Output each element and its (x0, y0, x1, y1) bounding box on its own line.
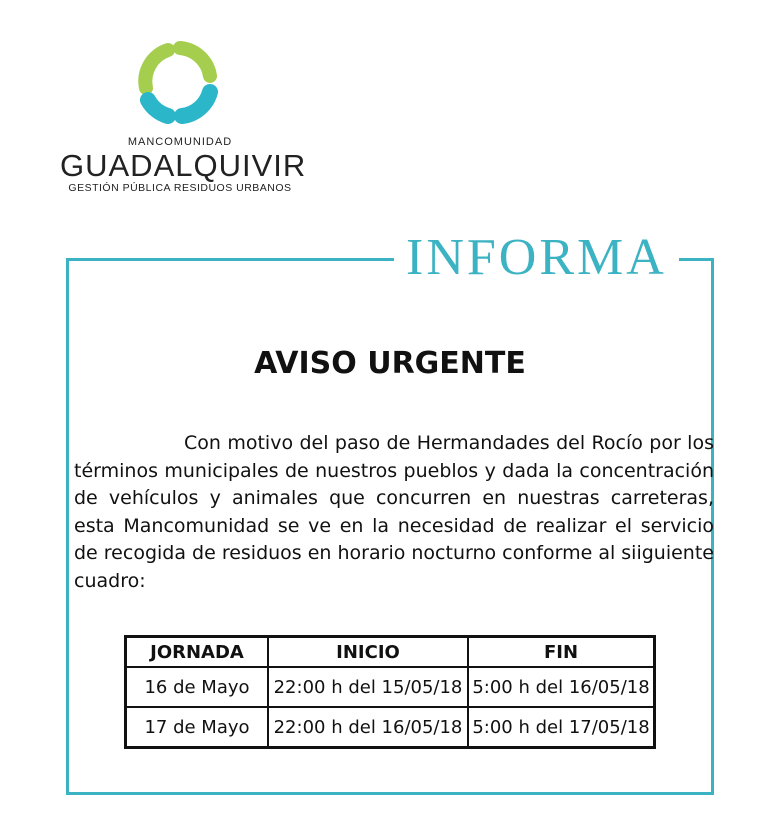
logo-name: GUADALQUIVIR (60, 148, 307, 183)
header-jornada: JORNADA (126, 637, 269, 668)
header-fin: FIN (468, 637, 655, 668)
cell-fin: 5:00 h del 17/05/18 (468, 707, 655, 748)
cell-inicio: 22:00 h del 16/05/18 (268, 707, 468, 748)
schedule-table (124, 635, 656, 749)
cell-jornada: 17 de Mayo (126, 707, 269, 748)
notice-paragraph-text: Con motivo del paso de Hermandades del Rocío por los términos municipales de nuestros pueblos y dada la concentración de vehículos y animales que concurren en nuestras carreteras, esta Mancomunidad se ve en la necesidad de realizar el servicio de recogida de residuos en horario nocturno conforme al siiguiente cuadro: (74, 432, 714, 592)
notice-paragraph (74, 430, 714, 595)
cell-fin: 5:00 h del 16/05/18 (468, 667, 655, 707)
table-header-row (126, 637, 655, 668)
table-row (126, 667, 655, 707)
informa-heading: INFORMA (394, 228, 679, 288)
notice-title: AVISO URGENTE (254, 346, 526, 381)
cell-inicio: 22:00 h del 15/05/18 (268, 667, 468, 707)
logo-subtitle: GESTIÓN PÚBLICA RESIDUOS URBANOS (68, 182, 292, 194)
ring-logo-icon (132, 36, 222, 126)
cell-jornada: 16 de Mayo (126, 667, 269, 707)
organization-logo (60, 30, 307, 200)
header-inicio: INICIO (268, 637, 468, 668)
table-row (126, 707, 655, 748)
logo-small-text: MANCOMUNIDAD (127, 136, 233, 148)
